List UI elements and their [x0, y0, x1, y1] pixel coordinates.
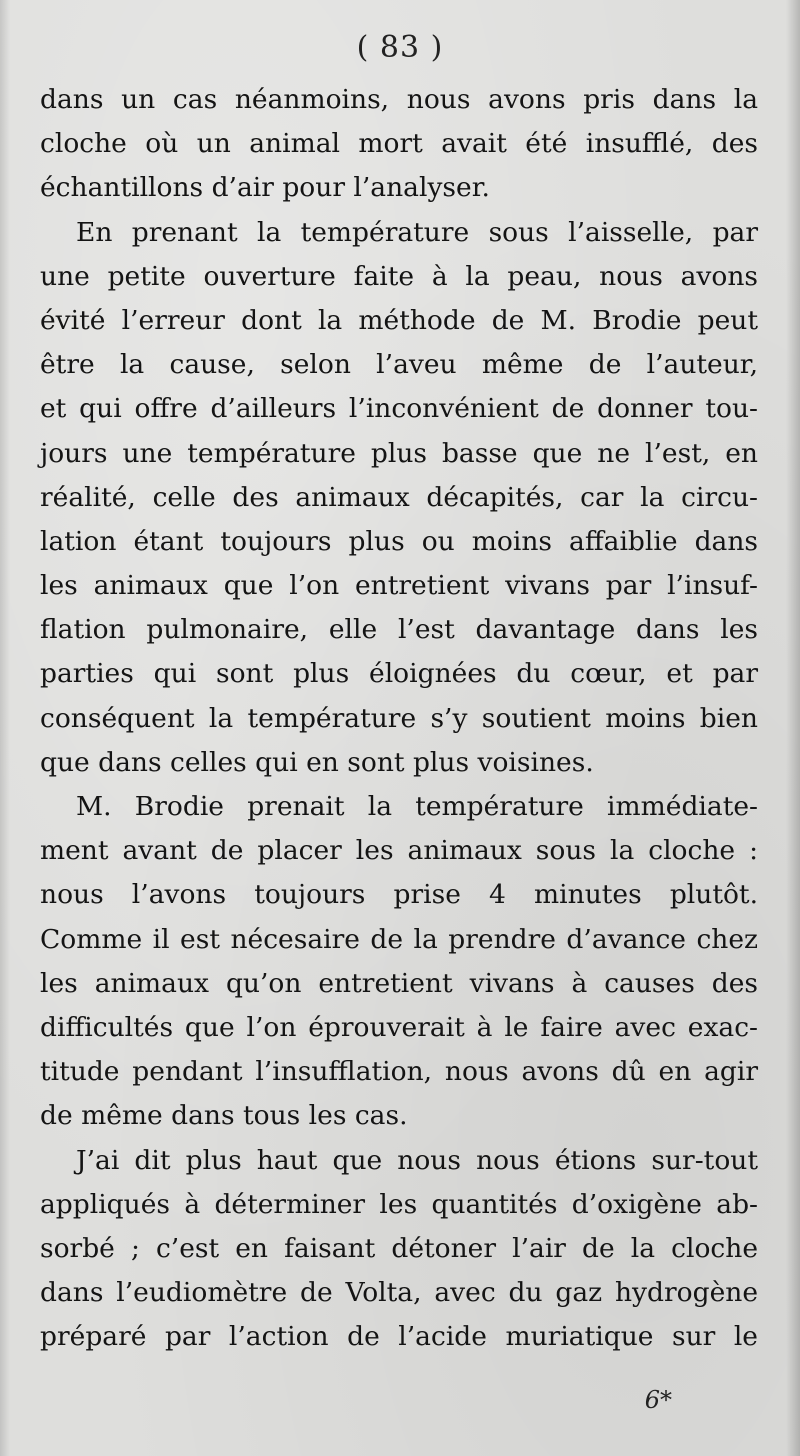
- text-line: titude pendant l’insufflation, nous avons dû en agir: [40, 1056, 758, 1088]
- text-line: difficultés que l’on éprouverait à le faire avec exac-: [40, 1011, 758, 1043]
- text-line: préparé par l’action de l’acide muriatique sur le: [40, 1321, 758, 1353]
- text-line: cloche où un animal mort avait été insufflé, des: [40, 128, 758, 160]
- text-line: parties qui sont plus éloignées du cœur, et par: [40, 658, 758, 690]
- text-line: dans un cas néanmoins, nous avons pris dans la: [40, 84, 758, 115]
- text-line: une petite ouverture faite à la peau, nous avons: [40, 260, 758, 292]
- text-line: et qui offre d’ailleurs l’inconvénient de donner tou-: [40, 393, 758, 425]
- text-line: En prenant la température sous l’aisselle, par: [76, 216, 758, 248]
- page-shadow-left: [0, 0, 10, 1456]
- text-line: les animaux que l’on entretient vivans par l’insuf-: [40, 570, 758, 602]
- page-shadow-right: [786, 0, 800, 1456]
- signature-mark: 6*: [644, 1386, 672, 1414]
- text-line: réalité, celle des animaux décapités, car la circu-: [40, 481, 758, 513]
- text-line: de même dans tous les cas.: [40, 1100, 408, 1132]
- text-line: nous l’avons toujours prise 4 minutes plutôt.: [40, 879, 758, 911]
- text-line: évité l’erreur dont la méthode de M. Brodie peut: [40, 304, 758, 336]
- text-line: ment avant de placer les animaux sous la cloche :: [40, 835, 758, 867]
- text-line: conséquent la température s’y soutient moins bien: [40, 702, 758, 734]
- text-line: J’ai dit plus haut que nous nous étions sur-tout: [76, 1144, 758, 1176]
- page-number: ( 83 ): [356, 30, 444, 65]
- text-line: Comme il est nécesaire de la prendre d’avance chez: [40, 923, 758, 955]
- text-line: appliqués à déterminer les quantités d’oxigène ab-: [40, 1188, 758, 1220]
- text-line: jours une température plus basse que ne l’est, en: [40, 437, 758, 469]
- body-text: [40, 78, 758, 1359]
- text-line: être la cause, selon l’aveu même de l’auteur,: [40, 349, 758, 381]
- text-line: sorbé ; c’est en faisant détoner l’air de la cloche: [40, 1232, 758, 1264]
- text-line: lation étant toujours plus ou moins affaiblie dans: [40, 525, 758, 557]
- text-line: dans l’eudiomètre de Volta, avec du gaz hydrogène: [40, 1277, 758, 1309]
- text-line: que dans celles qui en sont plus voisines.: [40, 746, 594, 778]
- text-line: les animaux qu’on entretient vivans à causes des: [40, 967, 758, 999]
- text-line: M. Brodie prenait la température immédiate-: [76, 791, 758, 822]
- text-line: échantillons d’air pour l’analyser.: [40, 172, 490, 204]
- text-line: flation pulmonaire, elle l’est davantage dans les: [40, 614, 758, 646]
